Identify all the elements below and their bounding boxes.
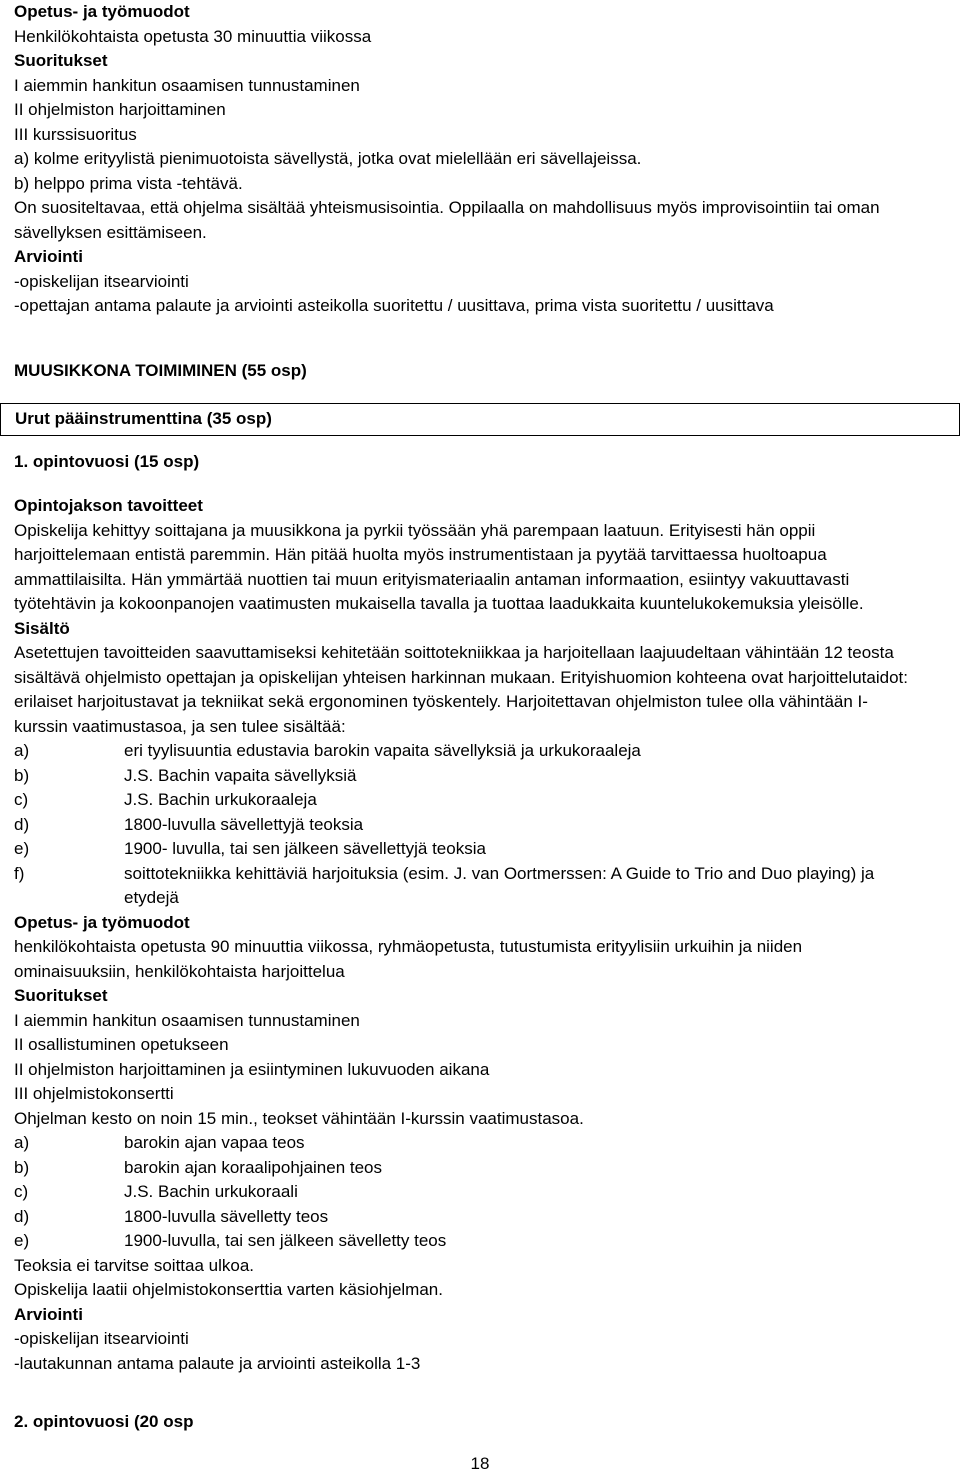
note-line-2: sävellyksen esittämiseen. [14,222,207,242]
page-number: 18 [470,1454,490,1473]
list-label: d) [14,1206,30,1226]
year-1-title: 1. opintovuosi (15 osp) [14,451,200,471]
heading-suoritukset-2: Suoritukset [14,986,108,1005]
suoritus-line-2: II ohjelmiston harjoittaminen [14,100,226,119]
list-label: b) [14,1157,30,1177]
suoritukset-2-line-2: II osallistuminen opetukseen [14,1035,229,1054]
heading-sisalto: Sisältö [14,618,70,638]
section-title: MUUSIKKONA TOIMIMINEN (55 osp) [14,360,307,380]
list-label: e) [14,1231,30,1250]
sisalto-line-3: erilaiset harjoitustavat ja tekniikat sekä ergonominen työskentely. Harjoitettavan ohjelmiston tulee olla vähintään I- [14,692,868,711]
heading-opetus: Opetus- ja työmuodot [14,2,190,21]
list-item [14,764,954,789]
list-item [14,739,954,764]
sisalto-line-2: sisältävä ohjelmisto opettajan ja opiskelijan yhteisen harkinnan mukaan. Erityishuomion kohteena ovat harjoittelutaidot: [14,667,908,687]
list-item [14,1131,954,1156]
heading-arviointi-2: Arviointi [14,1304,83,1324]
list-item [14,1180,954,1205]
list-text: J.S. Bachin urkukoraaleja [124,790,317,809]
list-text: J.S. Bachin urkukoraali [124,1182,298,1201]
list-label: f) [14,863,25,883]
list-text: 1800-luvulla sävelletty teos [124,1206,329,1226]
note-line-1: On suositeltavaa, että ohjelma sisältää yhteismusisointia. Oppilaalla on mahdollisuus myös improvisointiin tai oman [14,198,880,217]
arviointi-line-1: -opiskelijan itsearviointi [14,271,189,291]
suoritus-line-3: III kurssisuoritus [14,124,137,144]
list-item [14,1156,954,1181]
sisalto-line-4: kurssin vaatimustasoa, ja sen tulee sisältää: [14,716,346,736]
opetus-2-line-1: henkilökohtaista opetusta 90 minuuttia viikossa, ryhmäopetusta, tutustumista erityylisiin urkuihin ja niiden [14,937,803,956]
list-text: 1900- luvulla, tai sen jälkeen sävellettyjä teoksia [124,839,486,858]
list-label: a) [14,741,30,760]
opetus-text: Henkilökohtaista opetusta 30 minuuttia viikossa [14,26,372,46]
list-item [14,788,954,813]
list-label: e) [14,839,30,858]
list-item [14,862,954,887]
suoritukset-2-line-7: Opiskelija laatii ohjelmistokonserttia varten käsiohjelman. [14,1280,443,1299]
list-item [14,1205,954,1230]
arviointi-2-line-2: -lautakunnan antama palaute ja arviointi asteikolla 1-3 [14,1353,421,1373]
list-label: a) [14,1133,30,1152]
tavoitteet-line-1: Opiskelija kehittyy soittajana ja muusikkona ja pyrkii työssään yhä parempaan laatuun. Erityisesti hän oppii [14,520,816,540]
arviointi-line-2: -opettajan antama palaute ja arviointi asteikolla suoritettu / uusittava, prima vista suoritettu / uusittava [14,296,774,315]
suoritukset-2-line-3: II ohjelmiston harjoittaminen ja esiintyminen lukuvuoden aikana [14,1059,490,1079]
list-label: d) [14,814,30,834]
heading-suoritukset: Suoritukset [14,51,108,70]
list-label: b) [14,765,30,785]
arviointi-2-line-1: -opiskelijan itsearviointi [14,1329,189,1348]
suoritukset-2-line-5: Ohjelman kesto on noin 15 min., teokset vähintään I-kurssin vaatimustasoa. [14,1108,584,1128]
list-item [14,1229,954,1254]
year-2-title: 2. opintovuosi (20 osp [14,1412,194,1431]
list-text: eri tyylisuuntia edustavia barokin vapaita sävellyksiä ja urkukoraaleja [124,741,641,760]
opetus-2-line-2: ominaisuuksiin, henkilökohtaista harjoittelua [14,961,345,981]
list-item [14,837,954,862]
tavoitteet-line-2: harjoittelemaan entistä paremmin. Hän pitää huolta myös instrumentistaan ja pyytää tarvittaessa huoltoapua [14,545,827,564]
list-item-cont [14,886,954,911]
list-label: c) [14,1182,29,1201]
list-text: 1900-luvulla, tai sen jälkeen sävelletty teos [124,1231,447,1250]
suoritukset-2-line-4: III ohjelmistokonsertti [14,1084,174,1103]
document-page [14,0,954,1435]
heading-arviointi: Arviointi [14,247,83,266]
list-label: c) [14,790,29,809]
sisalto-line-1: Asetettujen tavoitteiden saavuttamiseksi kehitetään soittotekniikkaa ja harjoitellaan laajuudeltaan vähintään 12 teosta [14,643,894,662]
suoritukset-2-line-1: I aiemmin hankitun osaamisen tunnustaminen [14,1010,360,1030]
heading-opetus-2: Opetus- ja työmuodot [14,912,190,932]
tavoitteet-line-4: työtehtävin ja kokoonpanojen vaatimusten mukaisella tavalla ja tuottaa laadukkaita kuuntelukokemuksia yleisölle. [14,594,864,613]
list-text: barokin ajan vapaa teos [124,1133,305,1152]
suoritus-item-b: b) helppo prima vista -tehtävä. [14,173,243,193]
suoritukset-2-line-6: Teoksia ei tarvitse soittaa ulkoa. [14,1255,255,1275]
boxed-subtitle: Urut pääinstrumenttina (35 osp) [0,403,960,436]
list-text: J.S. Bachin vapaita sävellyksiä [124,765,357,785]
tavoitteet-line-3: ammattilaisilta. Hän ymmärtää nuottien tai muun erityismateriaalin antaman informaation, esiintyy vakuuttavasti [14,569,850,589]
list-text: soittotekniikka kehittäviä harjoituksia (esim. J. van Oortmerssen: A Guide to Trio and Duo playing) ja [124,863,875,883]
list-text-cont: etydejä [124,888,179,907]
heading-tavoitteet: Opintojakson tavoitteet [14,496,203,515]
list-text: 1800-luvulla sävellettyjä teoksia [124,814,364,834]
list-text: barokin ajan koraalipohjainen teos [124,1157,383,1177]
suoritus-line-1: I aiemmin hankitun osaamisen tunnustaminen [14,75,360,95]
suoritus-item-a: a) kolme erityylistä pienimuotoista sävellystä, jotka ovat mielellään eri sävellajeissa. [14,149,642,168]
list-item [14,813,954,838]
